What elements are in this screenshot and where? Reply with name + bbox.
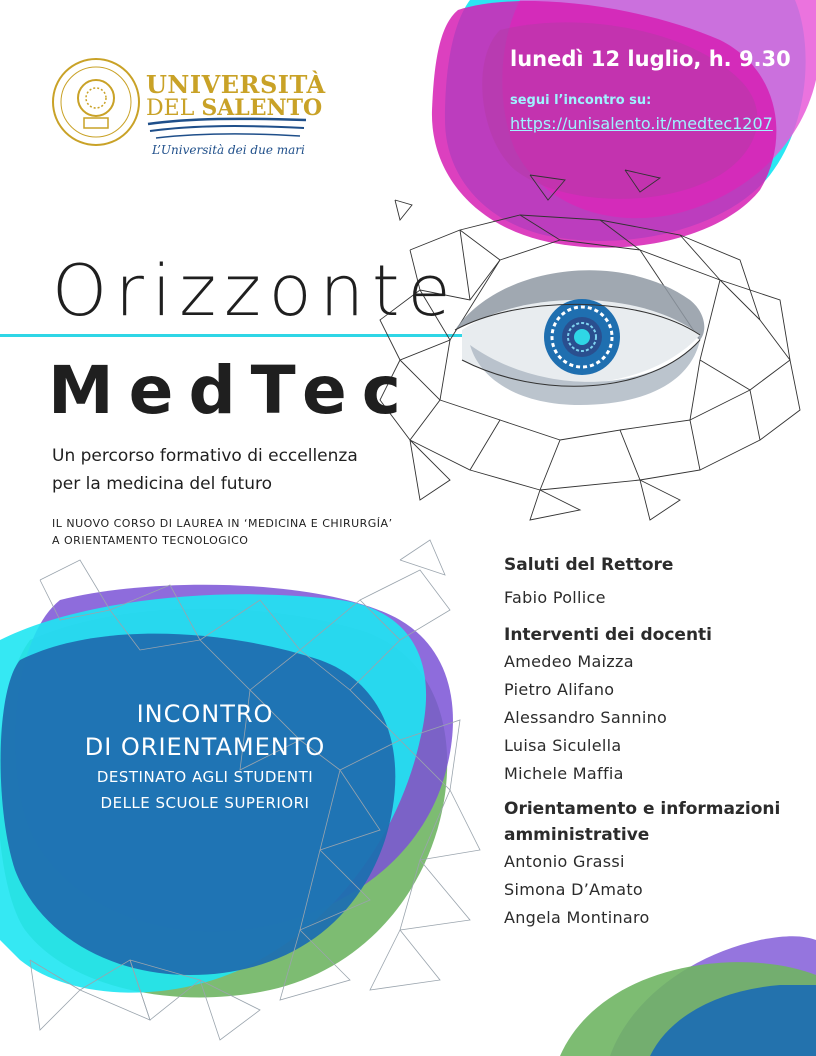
event-line-1: INCONTRO [136, 700, 274, 728]
polygon-eye-icon [455, 270, 704, 405]
speaker: Fabio Pollice [504, 588, 606, 607]
event-link[interactable]: https://unisalento.it/medtec1207 [510, 114, 773, 133]
university-seal-icon [53, 59, 139, 145]
event-info [40, 698, 370, 816]
course-description [52, 515, 472, 549]
subtitle [52, 442, 372, 498]
course-line-1: IL NUOVO CORSO DI LAUREA IN ‘MEDICINA E CHIRURGÍA’ [52, 517, 393, 530]
speaker: Luisa Siculella [504, 736, 622, 755]
section-title: Interventi dei docenti [504, 625, 713, 645]
section-title: Saluti del Rettore [504, 555, 674, 575]
logo-salento-bold: SALENTO [201, 95, 323, 121]
subtitle-line-1: Un percorso formativo di eccellenza [52, 446, 358, 466]
speaker: Michele Maffia [504, 764, 624, 783]
section-title: Orientamento e informazioni amministrative [504, 799, 781, 845]
course-line-2: A ORIENTAMENTO TECNOLOGICO [52, 534, 249, 547]
speaker: Amedeo Maizza [504, 652, 634, 671]
follow-label: segui l’incontro su: [510, 93, 652, 108]
section-orientamento [504, 796, 804, 932]
title-medtec: MedTec [48, 352, 416, 429]
section-docenti [504, 622, 804, 788]
speaker: Simona D’Amato [504, 880, 644, 899]
speaker: Angela Montinaro [504, 908, 650, 927]
title-orizzonte: Orizzonte [52, 250, 459, 332]
logo-university: UNIVERSITÀ [146, 70, 326, 99]
event-line-3: DESTINATO AGLI STUDENTI [96, 768, 314, 786]
speaker: Pietro Alifano [504, 680, 615, 699]
event-line-4: DELLE SCUOLE SUPERIORI [100, 794, 310, 812]
event-date: lunedì 12 luglio, h. 9.30 [510, 47, 791, 71]
logo-tagline: L’Università dei due mari [152, 143, 305, 157]
bottom-right-blobs [560, 936, 816, 1056]
subtitle-line-2: per la medicina del futuro [52, 474, 272, 494]
logo-salento [146, 95, 322, 121]
speaker: Alessandro Sannino [504, 708, 668, 727]
event-line-2: DI ORIENTAMENTO [84, 733, 326, 761]
speaker: Antonio Grassi [504, 852, 625, 871]
logo-waves-icon [148, 119, 306, 138]
program [504, 552, 804, 932]
section-rettore [504, 552, 804, 612]
logo-del: DEL [146, 96, 195, 121]
